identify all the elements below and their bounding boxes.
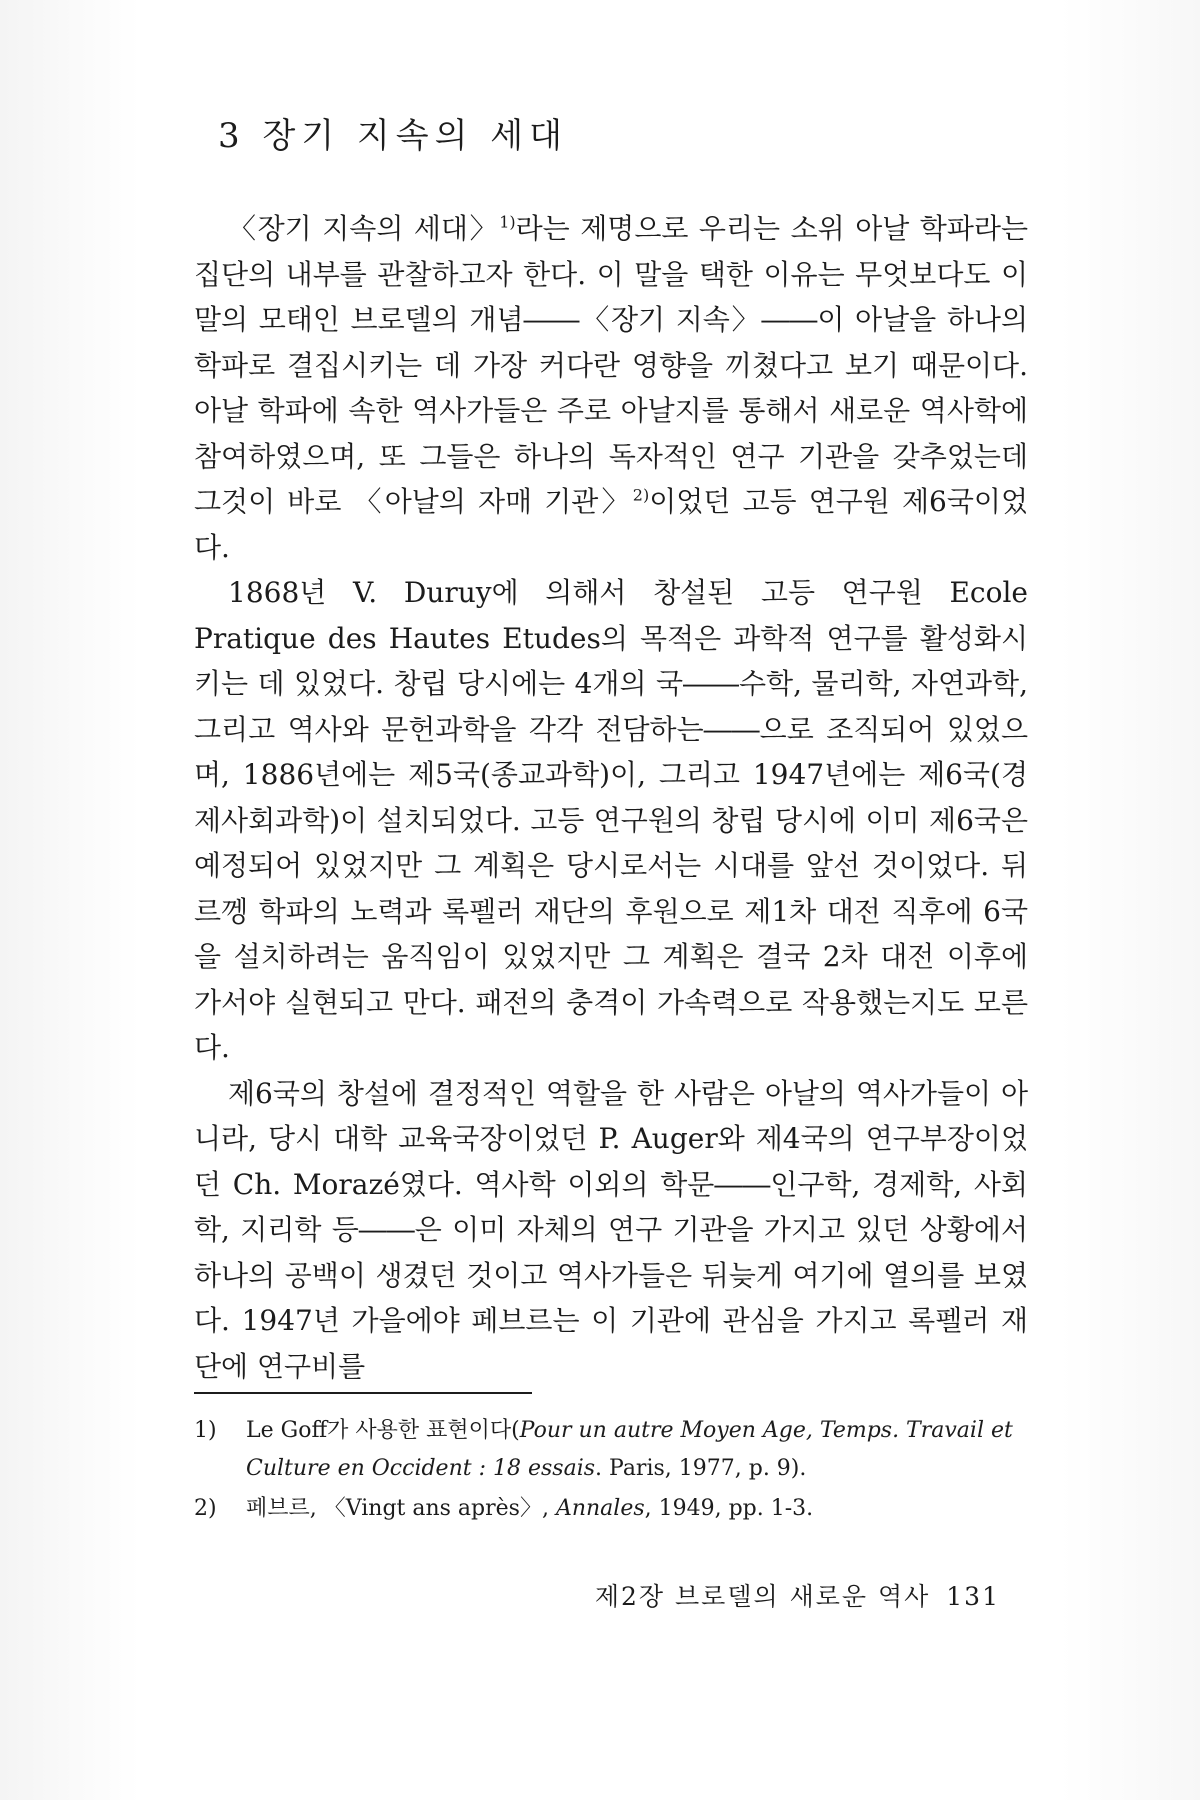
page-footer [595, 1577, 1000, 1613]
paragraph: 제6국의 창설에 결정적인 역할을 한 사람은 아날의 역사가들이 아니라, 당시 대학 교육국장이었던 P. Auger와 제4국의 연구부장이었던 Ch. Morazé였다. 역사학 이외의 학문――인구학, 경제학, 사회학, 지리학 등――은 이미 자체의 연구 기관을 가지고 있던 상황에서 하나의 공백이 생겼던 것이고 역사가들은 뒤늦게 여기에 열의를 보였다. 1947년 가을에야 페브르는 이 기관에 관심을 가지고 록펠러 재단에 연구비를 [194, 1076, 1028, 1383]
paragraph-text: 이었던 고등 연구원 제6국이었다. [194, 485, 1029, 564]
footnote-author: Le Goff가 사용한 표현이다( [246, 1418, 520, 1443]
footnote [194, 1490, 1028, 1528]
paragraph-text: 〈장기 지속의 세대〉 [228, 212, 500, 245]
paragraph [194, 206, 1028, 570]
footnote-ref: 2) [632, 485, 650, 505]
page-number: 131 [946, 1582, 1000, 1611]
paragraph-text: 라는 제명으로 우리는 소위 아날 학파라는 집단의 내부를 관찰하고자 한다. 이 말을 택한 이유는 무엇보다도 이 말의 모태인 브로델의 개념――〈장기 지속〉――이 아날을 하나의 학파로 결집시키는 데 가장 커다란 영향을 끼쳤다고 보기 때문이다. 아날 학파에 속한 역사가들은 주로 아날지를 통해서 새로운 역사학에 참여하였으며, 또 그들은 하나의 독자적인 연구 기관을 갖추었는데 그것이 바로 〈아날의 자매 기관〉 [194, 212, 1028, 518]
paragraph: 1868년 V. Duruy에 의해서 창설된 고등 연구원 Ecole Pratique des Hautes Etudes의 목적은 과학적 연구를 활성화시키는 데 있었다. 창립 당시에는 4개의 국――수학, 물리학, 자연과학, 그리고 역사와 문헌과학을 각각 전담하는――으로 조직되어 있었으며, 1886년에는 제5국(종교과학)이, 그리고 1947년에는 제6국(경제사회과학)이 설치되었다. 고등 연구원의 창립 당시에 이미 제6국은 예정되어 있었지만 그 계획은 당시로서는 시대를 앞선 것이었다. 뒤르껭 학파의 노력과 록펠러 재단의 후원으로 제1차 대전 직후에 6국을 설치하려는 움직임이 있었지만 그 계획은 결국 2차 대전 이후에 가서야 실현되고 만다. 패전의 충격이 가속력으로 작용했는지도 모른다. [194, 576, 1028, 1064]
footnote-details: . Paris, 1977, p. 9). [595, 1456, 807, 1481]
footnote-work-title: Annales [555, 1496, 645, 1521]
footnote-number: 1) [194, 1418, 217, 1443]
footnote-details: , 1949, pp. 1-3. [644, 1496, 814, 1521]
footnotes [194, 1412, 1028, 1530]
footnote-number: 2) [194, 1496, 217, 1521]
footnote-ref: 1) [499, 212, 516, 232]
running-head: 제2장 브로델의 새로운 역사 [594, 1582, 931, 1611]
footnote-author: 페브르, 〈Vingt ans après〉, [246, 1496, 556, 1521]
footnote-divider [194, 1392, 532, 1394]
section-title: 3 장기 지속의 세대 [218, 116, 568, 156]
body-text [194, 206, 1028, 1389]
footnote [194, 1412, 1028, 1488]
footnote-work-title: Pour un autre Moyen Age, Temps. Travail et Culture en Occident : 18 essais [246, 1418, 1013, 1481]
